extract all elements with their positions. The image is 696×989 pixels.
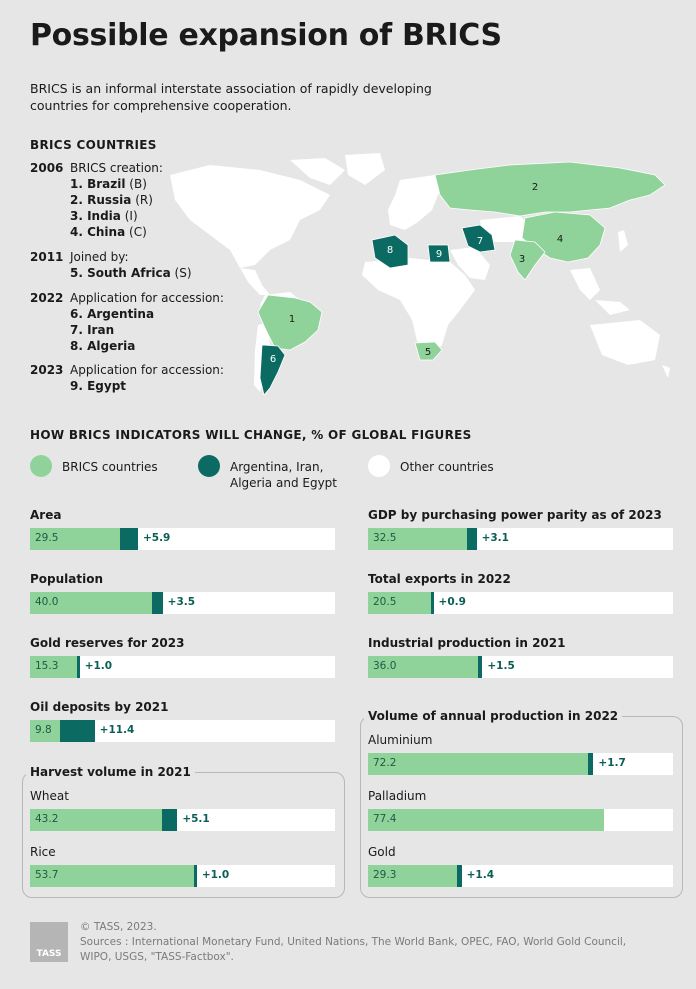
map-label-1: 1 bbox=[288, 314, 296, 325]
bar-area bbox=[30, 528, 335, 550]
bar-increase-oil: +11.4 bbox=[99, 724, 135, 736]
bar-palladium bbox=[368, 809, 673, 831]
bar-population bbox=[30, 592, 335, 614]
legend-applicants-swatch bbox=[198, 455, 220, 477]
bar-value-gold: 29.3 bbox=[373, 869, 397, 881]
bar-gdp bbox=[368, 528, 673, 550]
timeline-label: Application for accession: bbox=[70, 363, 224, 377]
world-map bbox=[150, 150, 685, 405]
bar-rice bbox=[30, 865, 335, 887]
bar-increase-gold: +1.4 bbox=[466, 869, 495, 881]
bar-value-wheat: 43.2 bbox=[35, 813, 59, 825]
legend-brics-swatch bbox=[30, 455, 52, 477]
bar-wheat bbox=[30, 809, 335, 831]
tass-logo bbox=[30, 922, 68, 962]
map-label-4: 4 bbox=[556, 234, 564, 245]
bar-value-area: 29.5 bbox=[35, 532, 59, 544]
map-argentina bbox=[260, 345, 285, 395]
bar-brics-aluminium bbox=[368, 753, 588, 775]
indicator-label-gdp: GDP by purchasing power parity as of 2023 bbox=[368, 508, 662, 522]
footer bbox=[80, 920, 660, 965]
bar-increase-industrial: +1.5 bbox=[487, 660, 515, 672]
bar-increase-area: +5.9 bbox=[142, 532, 171, 544]
bar-increase-exports: +0.9 bbox=[438, 596, 466, 608]
map-label-3: 3 bbox=[518, 254, 526, 265]
legend-applicants-line2: Algeria and Egypt bbox=[230, 476, 337, 490]
bar-value-rice: 53.7 bbox=[35, 869, 59, 881]
bar-value-oil: 9.8 bbox=[35, 724, 52, 736]
timeline-year: 2011 bbox=[30, 250, 64, 264]
bar-applicants-area bbox=[120, 528, 138, 550]
map-label-7: 7 bbox=[476, 236, 484, 247]
timeline-country: 9. Egypt bbox=[70, 379, 127, 393]
bar-increase-gold_reserves: +1.0 bbox=[84, 660, 113, 672]
bar-brics-palladium bbox=[368, 809, 604, 831]
production-title: Volume of annual production in 2022 bbox=[364, 709, 622, 723]
bar-increase-aluminium: +1.7 bbox=[598, 757, 626, 769]
bar-increase-wheat: +5.1 bbox=[182, 813, 210, 825]
timeline-year: 2006 bbox=[30, 161, 64, 175]
indicator-label-area: Area bbox=[30, 508, 62, 522]
bar-applicants-gold_reserves bbox=[77, 656, 80, 678]
bar-value-industrial: 36.0 bbox=[373, 660, 397, 672]
legend-other-swatch bbox=[368, 455, 390, 477]
timeline-label: Joined by: bbox=[70, 250, 129, 264]
indicator-label-industrial: Industrial production in 2021 bbox=[368, 636, 566, 650]
timeline-year: 2022 bbox=[30, 291, 64, 305]
indicator-label-exports: Total exports in 2022 bbox=[368, 572, 511, 586]
legend-applicants-label bbox=[230, 459, 337, 491]
copyright: © TASS, 2023. bbox=[80, 921, 157, 933]
bar-applicants-gold bbox=[457, 865, 461, 887]
timeline-label: Application for accession: bbox=[70, 291, 224, 305]
indicator-label-gold_reserves: Gold reserves for 2023 bbox=[30, 636, 185, 650]
bar-applicants-industrial bbox=[478, 656, 483, 678]
timeline-country: 8. Algeria bbox=[70, 339, 136, 353]
bar-applicants-rice bbox=[194, 865, 197, 887]
bar-applicants-aluminium bbox=[588, 753, 593, 775]
indicator-label-population: Population bbox=[30, 572, 104, 586]
page-title: Possible expansion of BRICS bbox=[30, 18, 502, 53]
map-label-8: 8 bbox=[386, 245, 394, 256]
bar-applicants-population bbox=[152, 592, 163, 614]
indicator-label-wheat: Wheat bbox=[30, 789, 69, 803]
bar-applicants-wheat bbox=[162, 809, 178, 831]
bar-applicants-exports bbox=[431, 592, 434, 614]
bar-exports bbox=[368, 592, 673, 614]
bar-gold_reserves bbox=[30, 656, 335, 678]
bar-gold bbox=[368, 865, 673, 887]
bar-industrial bbox=[368, 656, 673, 678]
bar-value-exports: 20.5 bbox=[373, 596, 397, 608]
intro-text: BRICS is an informal interstate association of rapidly developing countries for comprehensive cooperation. bbox=[30, 81, 432, 113]
map-label-2: 2 bbox=[531, 182, 539, 193]
map-russia bbox=[435, 162, 665, 216]
indicator-label-aluminium: Aluminium bbox=[368, 733, 433, 747]
timeline-country: 5. South Africa (S) bbox=[70, 266, 192, 280]
legend-brics-label: BRICS countries bbox=[62, 460, 158, 474]
indicator-label-palladium: Palladium bbox=[368, 789, 427, 803]
bar-applicants-gdp bbox=[467, 528, 476, 550]
map-label-5: 5 bbox=[424, 347, 432, 358]
sources: Sources : International Monetary Fund, United Nations, The World Bank, OPEC, FAO, World Gold Council, WIPO, USGS, "TASS-Factbox". bbox=[80, 936, 627, 963]
timeline-country: 1. Brazil (B) bbox=[70, 177, 147, 191]
map-label-9: 9 bbox=[435, 249, 443, 260]
timeline-country: 7. Iran bbox=[70, 323, 115, 337]
indicator-label-oil: Oil deposits by 2021 bbox=[30, 700, 169, 714]
indicator-label-rice: Rice bbox=[30, 845, 56, 859]
bar-value-palladium: 77.4 bbox=[373, 813, 397, 825]
indicator-label-gold: Gold bbox=[368, 845, 396, 859]
bar-applicants-oil bbox=[60, 720, 95, 742]
bar-increase-gdp: +3.1 bbox=[481, 532, 509, 544]
timeline-country: 3. India (I) bbox=[70, 209, 138, 223]
timeline-country: 2. Russia (R) bbox=[70, 193, 153, 207]
timeline-label: BRICS creation: bbox=[70, 161, 163, 175]
legend-applicants-line1: Argentina, Iran, bbox=[230, 460, 324, 474]
bar-value-gdp: 32.5 bbox=[373, 532, 397, 544]
timeline-country: 4. China (C) bbox=[70, 225, 147, 239]
bar-increase-rice: +1.0 bbox=[201, 869, 230, 881]
timeline-country: 6. Argentina bbox=[70, 307, 155, 321]
tass-logo-text: TASS bbox=[36, 949, 62, 959]
bar-aluminium bbox=[368, 753, 673, 775]
timeline-year: 2023 bbox=[30, 363, 64, 377]
indicators-heading: HOW BRICS INDICATORS WILL CHANGE, % OF GLOBAL FIGURES bbox=[30, 428, 472, 442]
bar-value-gold_reserves: 15.3 bbox=[35, 660, 59, 672]
legend-other-label: Other countries bbox=[400, 460, 494, 474]
bar-increase-population: +3.5 bbox=[167, 596, 196, 608]
map-label-6: 6 bbox=[269, 354, 277, 365]
countries-heading: BRICS COUNTRIES bbox=[30, 138, 157, 152]
bar-value-aluminium: 72.2 bbox=[373, 757, 397, 769]
harvest-title: Harvest volume in 2021 bbox=[26, 765, 195, 779]
bar-oil bbox=[30, 720, 335, 742]
bar-value-population: 40.0 bbox=[35, 596, 59, 608]
